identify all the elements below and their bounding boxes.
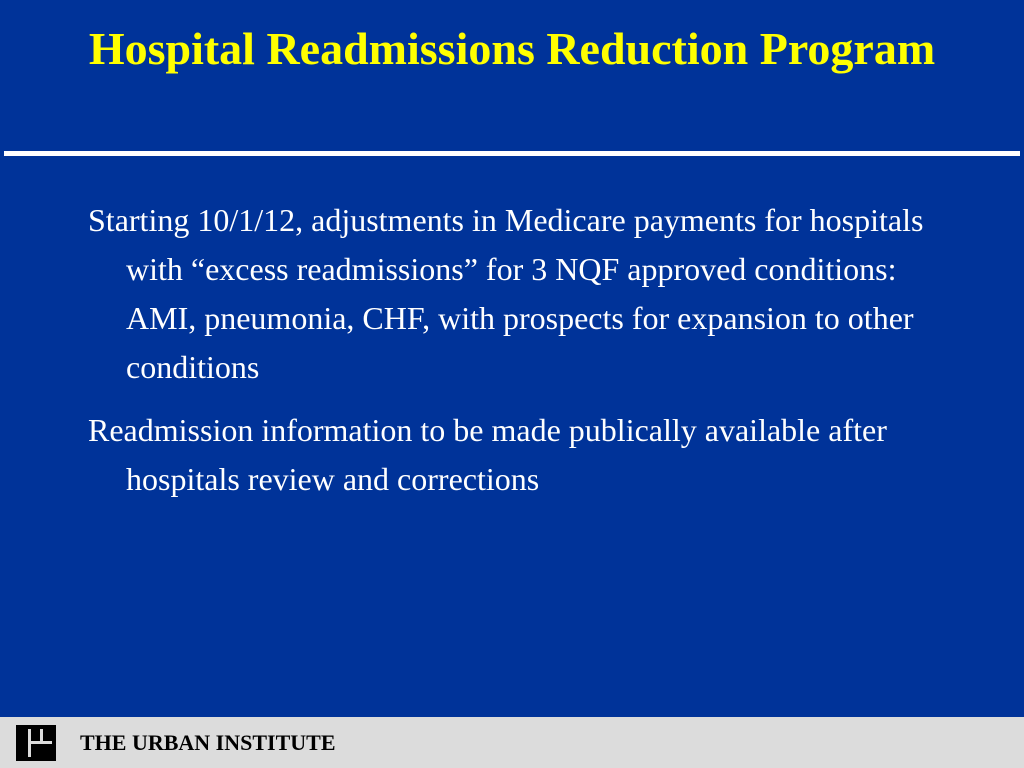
body-paragraph-1: Starting 10/1/12, adjustments in Medicare payments for hospitals with “excess readmissions” for 3 NQF approved conditions: AMI, pneumonia, CHF, with prospects for expansion to other conditions bbox=[88, 202, 924, 385]
urban-institute-logo-icon bbox=[16, 725, 56, 761]
footer-organization-name: THE URBAN INSTITUTE bbox=[80, 730, 336, 755]
slide-title: Hospital Readmissions Reduction Program bbox=[88, 23, 936, 74]
title-divider bbox=[4, 151, 1020, 156]
body-paragraph-2: Readmission information to be made publically available after hospitals review and corrections bbox=[88, 412, 887, 497]
footer-bar bbox=[0, 717, 1024, 768]
slide-body bbox=[88, 196, 968, 518]
